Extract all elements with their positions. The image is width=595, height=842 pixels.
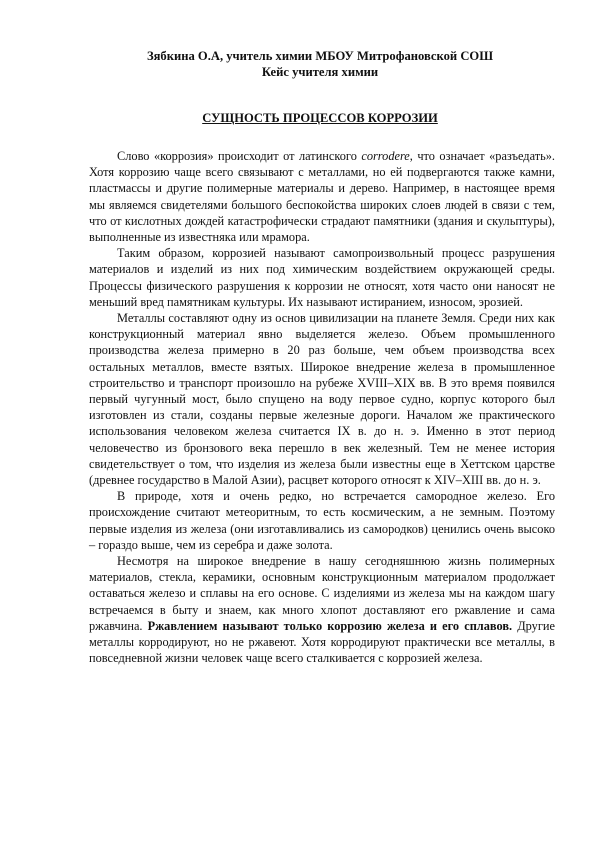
paragraph-1-text-a: Слово «коррозия» происходит от латинского <box>117 149 362 163</box>
paragraph-5-text-a: Несмотря на широкое внедрение в нашу сегодняшнюю жизнь полимерных материалов, стекла, керамики, основным конструкционным материалом продолжает оставаться железо и сплавы на его основе. С изделиями из железа мы на каждом шагу встречаемся в быту и знаем, как много хлопот доставляют его ржавление и сама ржавчина. <box>89 554 555 633</box>
document-title: СУЩНОСТЬ ПРОЦЕССОВ КОРРОЗИИ <box>202 111 438 125</box>
paragraph-4: В природе, хотя и очень редко, но встречается самородное железо. Его происхождение считают метеоритным, то есть космическим, а не земным. Поэтому первые изделия из железа (они изготавливались из самородков) ценились очень высоко – гораздо выше, чем из серебра и даже золота. <box>89 489 555 552</box>
document-body <box>89 148 555 667</box>
paragraph-3: Металлы составляют одну из основ цивилизации на планете Земля. Среди них как конструкционный материал явно выделяется железо. Объем промышленного производства железа примерно в 20 раз больше, чем объем производства всех остальных металлов, вместе взятых. Широкое внедрение железа в промышленное строительство и транспорт произошло на рубеже XVIII–XIX вв. В это время появился первый чугунный мост, было спущено на воду первое судно, корпус которого был изготовлен из стали, созданы первые железные дороги. Началом же практического использования человеком железа считается IX в. до н. э. Именно в этот период человечество из бронзового века перешло в век железный. Тем не менее история свидетельствует о том, что изделия из железа были известны еще в Хеттском царстве (древнее государство в Малой Азии), расцвет которого относят к XIV–XIII вв. до н. э. <box>89 311 555 488</box>
document-header <box>60 48 580 80</box>
paragraph-2: Таким образом, коррозией называют самопроизвольный процесс разрушения материалов и изделий из них под химическим воздействием окружающей среды. Процессы физического разрушения к коррозии не относят, хотя часто они наносят не меньший вред памятникам культуры. Их называют истиранием, износом, эрозией. <box>89 246 555 309</box>
document-subtitle: Кейс учителя химии <box>261 65 379 79</box>
rust-definition: Ржавлением называют только коррозию железа и его сплавов. <box>142 618 513 633</box>
paragraph-5 <box>89 553 555 666</box>
latin-term: corrodere <box>361 149 410 163</box>
paragraph-5-text-b: Другие металлы корродируют, но не ржавеют. Хотя корродируют практически все металлы, в повседневной жизни человек чаще всего сталкивается с коррозией железа. <box>89 618 555 666</box>
author-line: Зябкина О.А, учитель химии МБОУ Митрофановской СОШ <box>146 49 494 63</box>
paragraph-1 <box>89 148 555 245</box>
paragraph-1-text-b: , что означает «разъедать». Хотя коррозию чаще всего связывают с металлами, но ей подвергаются также камни, пластмассы и другие полимерные материалы и дерево. Например, в настоящее время мы являемся свидетелями большого беспокойства широких слоев людей в связи с тем, что от кислотных дождей катастрофически страдают памятники (здания и скульптуры), выполненные из известняка или мрамора. <box>89 149 556 245</box>
